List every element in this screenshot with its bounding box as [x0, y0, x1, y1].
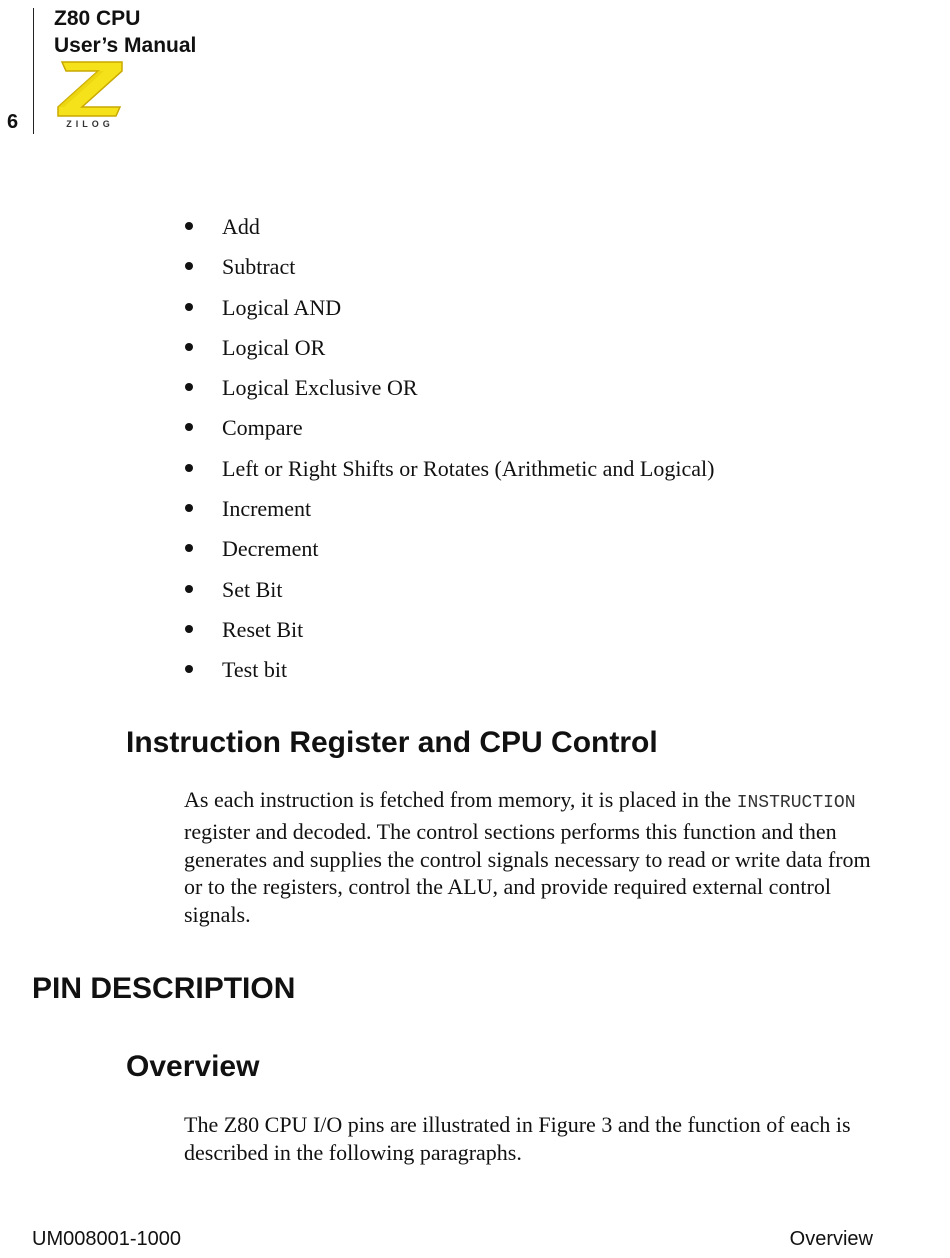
bullet-icon	[185, 222, 193, 230]
list-item: Increment	[185, 489, 714, 529]
list-item: Set Bit	[185, 570, 714, 610]
bullet-icon	[185, 585, 193, 593]
list-item: Decrement	[185, 529, 714, 569]
footer-document-id: UM008001-1000	[32, 1228, 181, 1250]
bullet-icon	[185, 423, 193, 431]
zilog-logo	[56, 60, 128, 136]
document-title	[54, 5, 196, 59]
list-item: Logical OR	[185, 328, 714, 368]
bullet-icon	[185, 504, 193, 512]
instruction-register-paragraph: As each instruction is fetched from memory, it is placed in the INSTRUCTION register and decoded. The control sections performs this function and then generates and supplies the control signals necessary to read or write data from or to the registers, control the ALU, and provide required external control signals.	[184, 787, 871, 928]
bullet-icon	[185, 383, 193, 391]
bullet-icon	[185, 544, 193, 552]
bullet-icon	[185, 665, 193, 673]
list-item: Subtract	[185, 247, 714, 287]
list-item: Left or Right Shifts or Rotates (Arithmetic and Logical)	[185, 449, 714, 489]
operations-list	[185, 207, 714, 691]
zilog-z-icon	[56, 60, 126, 118]
overview-paragraph: The Z80 CPU I/O pins are illustrated in Figure 3 and the function of each is described in the following paragraphs.	[184, 1112, 851, 1165]
bullet-icon	[185, 464, 193, 472]
section-heading-overview: Overview	[126, 1050, 260, 1083]
bullet-icon	[185, 625, 193, 633]
chapter-heading-pin-description: PIN DESCRIPTION	[32, 972, 296, 1005]
bullet-icon	[185, 262, 193, 270]
page-number: 6	[7, 111, 19, 133]
list-item: Test bit	[185, 650, 714, 690]
list-item: Compare	[185, 408, 714, 448]
list-item: Add	[185, 207, 714, 247]
header-divider	[33, 8, 34, 134]
document-title-line1: Z80 CPU	[54, 7, 141, 30]
footer-section-name: Overview	[789, 1228, 873, 1250]
list-item: Logical AND	[185, 288, 714, 328]
list-item: Reset Bit	[185, 610, 714, 650]
section-heading-instruction-register: Instruction Register and CPU Control	[126, 726, 658, 759]
bullet-icon	[185, 343, 193, 351]
document-title-line2: User’s Manual	[54, 34, 197, 57]
instruction-code-term: INSTRUCTION	[736, 793, 856, 813]
bullet-icon	[185, 303, 193, 311]
list-item: Logical Exclusive OR	[185, 368, 714, 408]
logo-wordmark: ZILOG	[66, 119, 114, 129]
